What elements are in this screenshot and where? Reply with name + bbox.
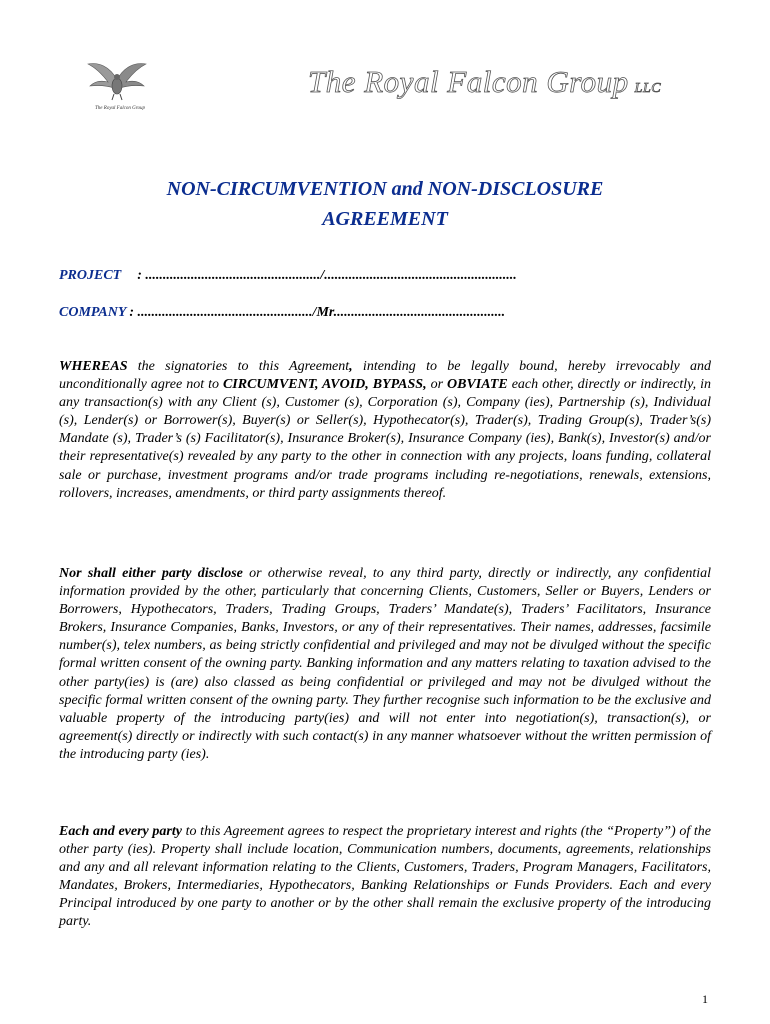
p3-text: to this Agreement agrees to respect the proprietary interest and rights (the “Property”) of the other party (ies). Property shall include location, Communication numbers, documents, agreements, relationships and any and all relevant information relating to the Clients, Customers, Traders, Program Managers, Facilitators, Mandates, Brokers, Intermediaries, Hypothecators, Banking Relationships or Funds Providers. Each and every Principal introduced by one party to another or by the other shall remain the exclusive property of the introducing party.: [59, 824, 711, 930]
non-disclosure-paragraph: [59, 565, 711, 764]
p1-text-2: intending to be legally bound, hereby irrevocably and unconditionally agree not to: [59, 359, 711, 393]
whereas-paragraph: [59, 358, 711, 503]
logo-caption: The Royal Falcon Group: [95, 106, 145, 111]
agreement-title-line-1: NON-CIRCUMVENTION and NON-DISCLOSURE: [166, 178, 604, 200]
agreement-title-line-2: AGREEMENT: [322, 208, 448, 230]
project-field: [59, 268, 517, 284]
company-field: [59, 305, 505, 321]
company-value: : ................................................../Mr.................................................: [125, 305, 506, 320]
whereas-lead: WHEREAS: [59, 359, 128, 374]
company-name-text: The Royal Falcon Group: [308, 64, 629, 99]
p2-text: or otherwise reveal, to any third party, directly or indirectly, any confidential information provided by the other, particularly that concerning Clients, Customers, Seller or Buyers, Lenders or Borrowers, Hypothecators, Traders, Trading Groups, Traders’ Mandate(s), Traders’ Facilitators, Insurance Brokers, Insurance Companies, Banks, Investors, or any of their representatives. Their names, addresses, facsimile number(s), telex numbers, as being strictly confidential and privileged and may not be divulged without the specific formal written consent of the owning party. Banking information and any matters relating to taxation advised to the other party(ies) is (are) also classed as being confidential or privileged and may not be divulged without the specific formal written consent of the owning party. They further recognise such information to be the exclusive and valuable property of the introducing party(ies) and will not enter into negotiation(s), transaction(s), or agreement(s) directly or indirectly with such contact(s) in any manner whatsoever without the written permission of the introducing party (ies).: [59, 566, 711, 762]
company-name: [308, 64, 661, 100]
p1-comma: ,: [349, 359, 353, 374]
non-disclosure-lead: Nor shall either party disclose: [59, 566, 243, 581]
falcon-logo: [80, 58, 160, 120]
falcon-icon: [86, 58, 148, 102]
p1-bold-terms: CIRCUMVENT, AVOID, BYPASS,: [222, 377, 427, 393]
company-label: COMPANY: [59, 305, 126, 320]
p1-obviate: OBVIATE: [447, 377, 508, 393]
p1-text-3: each other, directly or indirectly, in any transaction(s) with any Client (s), Customer (s), Corporation (s), Company (ies), Partnership (s), Individual (s), Lender(s) or Borrower(s), Buyer(s) or Seller(s), Hypothecator(s), Trader(s), Trading Group(s), Trader’s(s) Mandate (s), Trader’s (s) Facilitator(s), Insurance Broker(s), Insurance Company (ies), Bank(s), Investor(s) and/or their representative(s) revealed by any party to the other in connection with any projects, loans funding, collateral sale or purchase, investment programs and/or trade programs including re-negotiations, renewals, extensions, rollovers, increases, amendments, or third party assignments thereof.: [59, 377, 711, 501]
project-label: PROJECT: [59, 268, 122, 283]
page-number: 1: [702, 992, 708, 1006]
property-paragraph: [59, 823, 711, 932]
p1-or: or: [426, 377, 448, 393]
project-value: : ................................................../.......................................................: [137, 268, 517, 283]
company-suffix: LLC: [634, 81, 662, 96]
property-lead: Each and every party: [59, 824, 182, 839]
p1-text-1: the signatories to this Agreement: [127, 359, 350, 374]
